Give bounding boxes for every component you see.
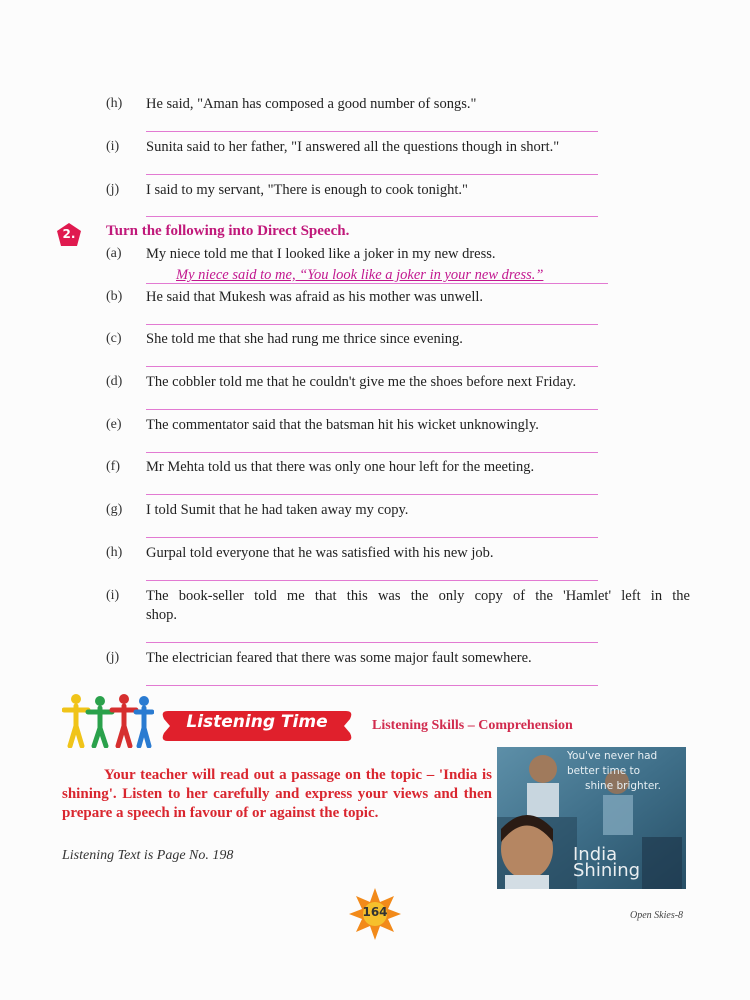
item-text: The cobbler told me that he couldn't give me the shoes before next Friday. — [146, 374, 577, 390]
item-label: (f) — [106, 459, 120, 474]
item-label: (i) — [106, 588, 120, 603]
item-text: I told Sumit that he had taken away my copy. — [146, 502, 409, 518]
item-text: He said that Mukesh was afraid as his mother was unwell. — [146, 289, 484, 305]
listening-text-reference: Listening Text is Page No. 198 — [62, 848, 234, 863]
item-text: Sunita said to her father, "I answered all the questions though in short." — [146, 139, 560, 155]
item-text-continued: shop. — [146, 607, 178, 623]
india-shining-poster — [497, 747, 686, 889]
item-text: She told me that she had rung me thrice since evening. — [146, 331, 463, 347]
item-text: The book-seller told me that this was the only copy of the 'Hamlet' left in the — [146, 588, 690, 604]
answer-line — [146, 537, 598, 538]
item-label: (h) — [106, 545, 123, 560]
poster-line-2: better time to — [567, 765, 641, 777]
item-text: My niece told me that I looked like a joker in my new dress. — [146, 246, 496, 262]
poster-title-2: Shining — [573, 860, 641, 881]
item-label: (g) — [106, 502, 123, 517]
listening-banner: Listening Time — [186, 712, 328, 732]
skills-heading: Listening Skills – Comprehension — [372, 718, 573, 733]
poster-line-1: You've never had — [567, 750, 658, 762]
answer-line — [146, 324, 598, 325]
item-label: (h) — [106, 96, 123, 111]
poster-line-3: shine brighter. — [585, 780, 661, 792]
answer-line — [146, 174, 598, 175]
item-text: Mr Mehta told us that there was only one hour left for the meeting. — [146, 459, 535, 475]
question-number: 2. — [62, 227, 76, 241]
item-label: (j) — [106, 650, 120, 665]
item-text: Gurpal told everyone that he was satisfied with his new job. — [146, 545, 494, 561]
item-label: (e) — [106, 417, 122, 432]
children-group-icon — [62, 692, 154, 748]
item-text: He said, "Aman has composed a good number of songs." — [146, 96, 477, 112]
answer-line — [146, 366, 598, 367]
answer-line — [146, 494, 598, 495]
item-label: (d) — [106, 374, 123, 389]
item-label: (j) — [106, 182, 120, 197]
item-label: (c) — [106, 331, 122, 346]
answer-line — [146, 131, 598, 132]
answer-line — [146, 283, 608, 284]
item-text: The commentator said that the batsman hit his wicket unknowingly. — [146, 417, 539, 433]
page-number: 164 — [362, 905, 388, 919]
instruction-paragraph: Your teacher will read out a passage on the topic – 'India is shining'. Listen to her carefully and express your views and then prepare a speech in favour of or against the topic. — [62, 767, 492, 821]
answer-line — [146, 216, 598, 217]
example-answer: My niece said to me, “You look like a joker in your new dress.” — [176, 267, 544, 283]
item-label: (b) — [106, 289, 123, 304]
book-title: Open Skies-8 — [630, 910, 684, 921]
answer-line — [146, 580, 598, 581]
question-title: Turn the following into Direct Speech. — [106, 223, 350, 239]
answer-line — [146, 685, 598, 686]
answer-line — [146, 452, 598, 453]
item-text: The electrician feared that there was some major fault somewhere. — [146, 650, 532, 666]
item-text: I said to my servant, "There is enough to cook tonight." — [146, 182, 468, 198]
answer-line — [146, 642, 598, 643]
answer-line — [146, 409, 598, 410]
item-label: (a) — [106, 246, 122, 261]
poster-title-1: India — [573, 844, 618, 865]
item-label: (i) — [106, 139, 120, 154]
